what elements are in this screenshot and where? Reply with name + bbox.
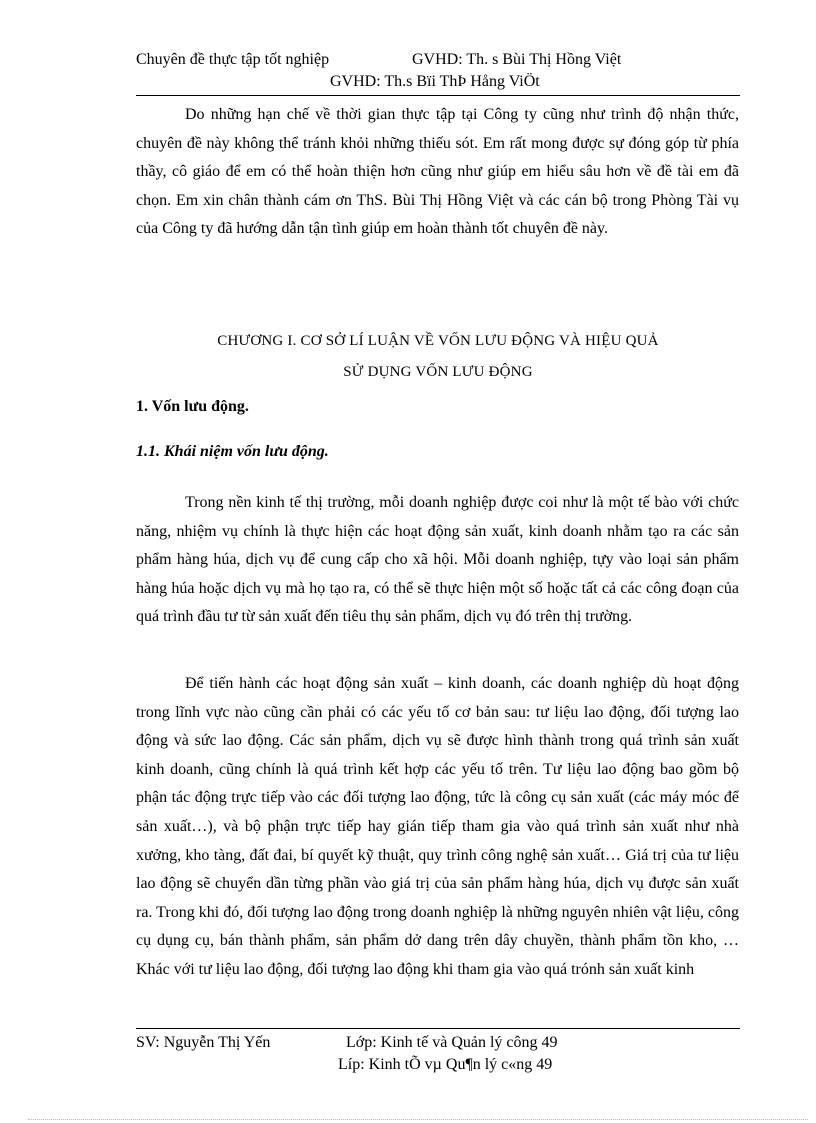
paragraph-2: [136, 489, 739, 632]
intro-paragraph: [136, 101, 739, 244]
section-heading-1: 1. Vốn lưu động.: [136, 398, 249, 415]
footer-class: Lớp: Kinh tế và Quản lý công 49: [346, 1034, 558, 1051]
header-divider: [136, 95, 740, 96]
footer-student: SV: Nguyễn Thị Yến: [136, 1034, 271, 1051]
header-title: Chuyên đề thực tập tốt nghiệp: [136, 51, 330, 68]
header-advisor-garbled: GVHD: Th.s Bïi ThÞ Hång ViÖt: [330, 73, 540, 90]
paragraph-3-text: Để tiến hành các hoạt động sản xuất – kinh doanh, các doanh nghiệp dù hoạt động trong lĩnh vực nào cũng cần phải có các yếu tố cơ bản sau: tư liệu lao động, đối tượng lao động và sức lao động. Các sản phẩm, dịch vụ sẽ được hình thành trong quá trình sản xuất kinh doanh, cũng chính là quá trình kết hợp các yếu tố trên. Tư liệu lao động bao gồm bộ phận tác động trực tiếp vào các đối tượng lao động, tức là công cụ sản xuất (các máy móc để sản xuất…), và bộ phận trực tiếp hay gián tiếp tham gia vào quá trình sản xuất như nhà xưởng, kho tàng, đất đai, bí quyết kỹ thuật, quy trình công nghệ sản xuất… Giá trị của tư liệu lao động sẽ chuyển dần từng phần vào giá trị của sản phẩm hàng húa, dịch vụ được sản xuất ra. Trong khi đó, đối tượng lao động trong doanh nghiệp là những nguyên nhiên vật liệu, công cụ dụng cụ, bán thành phẩm, sản phẩm dở dang trên dây chuyền, thành phẩm tồn kho, … Khác với tư liệu lao động, đối tượng lao động khi tham gia vào quá trónh sản xuất kinh: [136, 675, 739, 978]
chapter-heading: [136, 326, 740, 388]
paragraph-3: [136, 670, 739, 985]
section-heading-1-1: 1.1. Khái niệm vốn lưu động.: [136, 443, 329, 460]
chapter-heading-line-2: SỬ DỤNG VỐN LƯU ĐỘNG: [343, 364, 533, 380]
page-edge-dotted-line: [28, 1119, 808, 1120]
intro-paragraph-text: Do những hạn chế về thời gian thực tập tại Công ty cũng như trình độ nhận thức, chuyên đề này không thể tránh khỏi những thiếu sót. Em rất mong được sự đóng góp từ phía thầy, cô giáo để em có thể hoàn thiện hơn cũng như giúp em hiểu sâu hơn về đề tài em đã chọn. Em xin chân thành cám ơn ThS. Bùi Thị Hồng Việt và các cán bộ trong Phòng Tài vụ của Công ty đã hướng dẫn tận tình giúp em hoàn thành tốt chuyên đề này.: [136, 106, 739, 238]
footer-class-garbled: Líp: Kinh tÕ vµ Qu¶n lý c«ng 49: [338, 1056, 553, 1073]
paragraph-2-text: Trong nền kinh tế thị trường, mỗi doanh nghiệp được coi như là một tế bào với chức năng, nhiệm vụ chính là thực hiện các hoạt động sản xuất, kinh doanh nhằm tạo ra các sản phẩm hàng húa, dịch vụ để cung cấp cho xã hội. Mỗi doanh nghiệp, tựy vào loại sản phẩm hàng húa hoặc dịch vụ mà họ tạo ra, có thể sẽ thực hiện một số hoặc tất cả các công đoạn của quá trình đầu tư từ sản xuất đến tiêu thụ sản phẩm, dịch vụ đó trên thị trường.: [136, 494, 739, 626]
chapter-heading-line-1: CHƯƠNG I. CƠ SỞ LÍ LUẬN VỀ VỐN LƯU ĐỘNG VÀ HIỆU QUẢ: [217, 333, 659, 349]
header-advisor: GVHD: Th. s Bùi Thị Hồng Việt: [412, 51, 622, 68]
footer-divider: [136, 1028, 740, 1029]
